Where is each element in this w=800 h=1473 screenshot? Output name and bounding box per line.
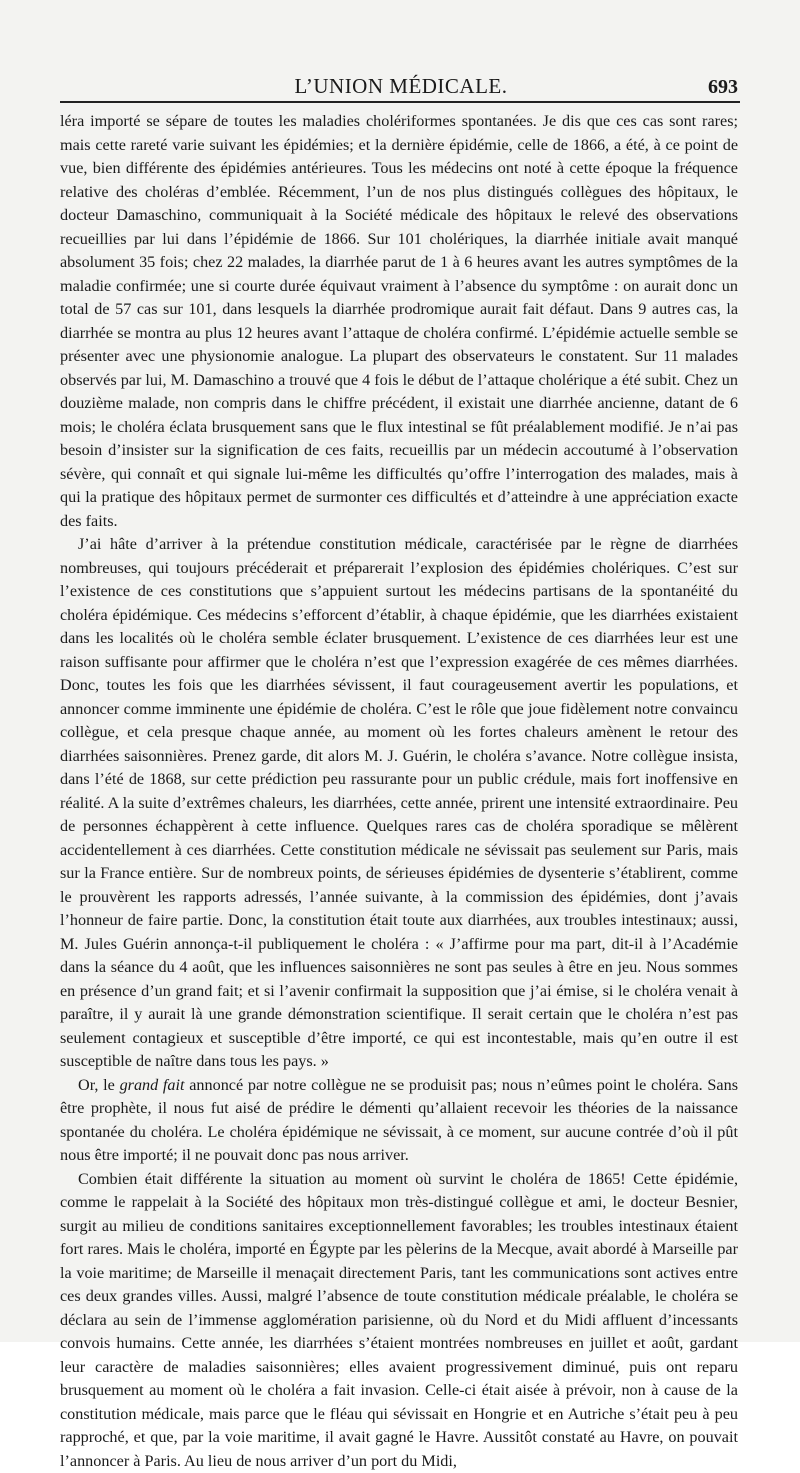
paragraph-3-text-end: annoncé par notre collègue ne se produisit pas; nous n’eûmes point le choléra. Sans être prophète, il nous fut aisé de prédire le démenti qu’allaient recevoir les théories de la naissance spontanée du choléra. Le choléra épidémique ne sévissait, à ce moment, sur aucune contrée d’où il pût nous être importé; il ne pouvait donc pas nous arriver.: [60, 1076, 738, 1165]
paragraph-2-text: J’ai hâte d’arriver à la prétendue constitution médicale, caractérisée par le règne de diarrhées nombreuses, qui toujours précéderait et préparerait l’explosion des épidémies cholériques. C’est sur l’existence de ces constitutions que s’appuient surtout les médecins partisans de la spontanéité du choléra épidémique. Ces médecins s’efforcent d’établir, à chaque épidémie, que les diarrhées existaient dans les localités où le choléra semble éclater brusquement. L’existence de ces diarrhées leur est une raison suffisante pour affirmer que le choléra n’est que l’expression exagérée de ces mêmes diarrhées. Donc, toutes les fois que les diarrhées sévissent, il faut courageusement avertir les populations, et annoncer comme imminente une épidémie de choléra. C’est le rôle que joue fidèlement notre convaincu collègue, et cela presque chaque année, au moment où les fortes chaleurs amènent le retour des diarrhées saisonnières. Prenez garde, dit alors M. J. Guérin, le choléra s’avance. Notre collègue insista, dans l’été de 1868, sur cette prédiction peu rassurante pour un public crédule, mais fort inoffensive en réalité. A la suite d’extrêmes chaleurs, les diarrhées, cette année, prirent une intensité extraordinaire. Peu de personnes échappèrent à cette influence. Quelques rares cas de choléra sporadique se mêlèrent accidentellement à ces diarrhées. Cette constitution médicale ne sévissait pas seulement sur Paris, mais sur la France entière. Sur de nombreux points, de sérieuses épidémies de dysenterie s’établirent, comme le prouvèrent les rapports adressés, l’année suivante, à la commission des épidémies, dont j’avais l’honneur de faire partie. Donc, la constitution était toute aux diarrhées, aux troubles intestinaux; aussi, M. Jules Guérin annonça-t-il publiquement le choléra : « J’affirme pour ma part, dit-il à l’Académie dans la séance du 4 août, que les influences saisonnières ne sont pas seules à être en jeu. Nous sommes en présence d’un grand fait; et si l’avenir confirmait la supposition que j’ai émise, si le choléra venait à paraître, il y aurait là une grande démonstration scientifique. Il serait certain que le choléra n’est pas seulement contagieux et susceptible d’être importé, ce qui est incontestable, mais qu’en outre il est susceptible de naître dans tous les pays. »: [60, 535, 738, 1070]
header-rule: [60, 101, 740, 103]
page-header: [62, 70, 740, 100]
article-body: [60, 110, 738, 1473]
page-number: 693: [708, 76, 738, 99]
paragraph-4: [60, 1168, 738, 1473]
paragraph-1: [60, 110, 738, 533]
running-title: L’UNION MÉDICALE.: [62, 74, 740, 99]
paragraph-3-emphasis: grand fait: [120, 1076, 185, 1094]
paragraph-3-text-start: Or, le: [78, 1076, 120, 1094]
paragraph-3: [60, 1074, 738, 1168]
paragraph-1-text: léra importé se sépare de toutes les maladies cholériformes spontanées. Je dis que ces cas sont rares; mais cette rareté varie suivant les épidémies; et la dernière épidémie, celle de 1866, a été, à ce point de vue, bien différente des épidémies antérieures. Tous les médecins ont noté à cette époque la fréquence relative des choléras d’emblée. Récemment, l’un de nos plus distingués collègues des hôpitaux, le docteur Damaschino, communiquait à la Société médicale des hôpitaux le relevé des observations recueillies par lui dans l’épidémie de 1866. Sur 101 cholériques, la diarrhée initiale avait manqué absolument 35 fois; chez 22 malades, la diarrhée parut de 1 à 6 heures avant les autres symptômes de la maladie confirmée; une si courte durée équivaut vraiment à l’absence du symptôme : on aurait donc un total de 57 cas sur 101, dans lesquels la diarrhée prodromique aurait fait défaut. Dans 9 autres cas, la diarrhée se montra au plus 12 heures avant l’attaque de choléra confirmé. L’épidémie actuelle semble se présenter avec une physionomie analogue. La plupart des observateurs le constatent. Sur 11 malades observés par lui, M. Damaschino a trouvé que 4 fois le début de l’attaque cholérique a été subit. Chez un douzième malade, non compris dans le chiffre précédent, il existait une diarrhée ancienne, datant de 6 mois; le choléra éclata brusquement sans que le flux intestinal se fût préalablement modifié. Je n’ai pas besoin d’insister sur la signification de ces faits, recueillis par un médecin accoutumé à l’observation sévère, qui connaît et qui signale lui-même les difficultés qu’offre l’interrogation des malades, mais à qui la pratique des hôpitaux permet de surmonter ces difficultés et d’atteindre à une appréciation exacte des faits.: [60, 112, 738, 530]
paragraph-4-text: Combien était différente la situation au moment où survint le choléra de 1865! Cette épidémie, comme le rappelait à la Société des hôpitaux mon très-distingué collègue et ami, le docteur Besnier, surgit au milieu de conditions sanitaires exceptionnellement favorables; les troubles intestinaux étaient fort rares. Mais le choléra, importé en Égypte par les pèlerins de la Mecque, avait abordé à Marseille par la voie maritime; de Marseille il menaçait directement Paris, tant les communications sont actives entre ces deux grandes villes. Aussi, malgré l’absence de toute constitution médicale préalable, le choléra se déclara au sein de l’immense agglomération parisienne, où du Nord et du Midi affluent d’incessants convois humains. Cette année, les diarrhées s’étaient montrées nombreuses en juillet et août, gardant leur caractère de maladies saisonnières; elles avaient progressivement diminué, puis ont reparu brusquement au moment où le choléra a fait invasion. Celle-ci était aisée à prévoir, non à cause de la constitution médicale, mais parce que le fléau qui sévissait en Hongrie et en Autriche s’était peu à peu rapproché, et que, par la voie maritime, il avait gagné le Havre. Aussitôt constaté au Havre, on pouvait l’annoncer à Paris. Au lieu de nous arriver d’un port du Midi,: [60, 1170, 738, 1470]
paragraph-2: [60, 533, 738, 1074]
